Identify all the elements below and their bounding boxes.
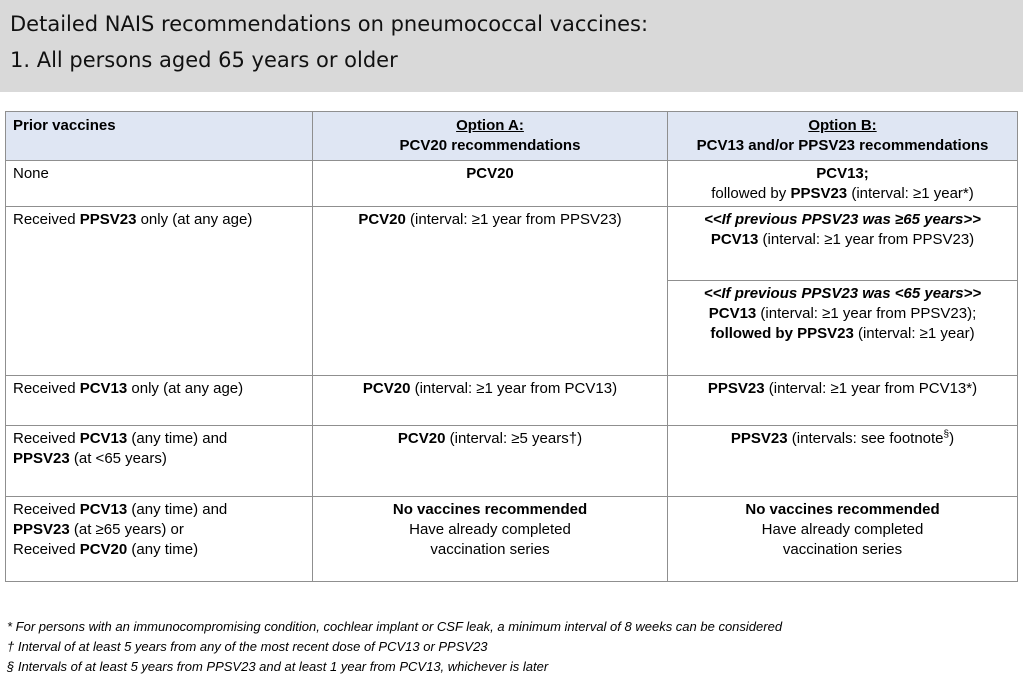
prior-text: (at <65 years)	[69, 450, 167, 467]
prior-text: Received	[13, 501, 80, 518]
option-a-vaccine: PCV20	[358, 211, 406, 228]
option-a-note: vaccination series	[430, 541, 550, 558]
option-b-cell	[668, 207, 1018, 281]
option-b-text: followed by	[711, 185, 791, 202]
table-row	[6, 497, 1018, 582]
header-option-a-subtitle: PCV20 recommendations	[399, 137, 581, 154]
option-a-vaccine: PCV20	[362, 380, 411, 397]
option-a-no-vaccines: No vaccines recommended	[392, 501, 588, 518]
table-row	[6, 376, 1018, 426]
option-a-note: Have already completed	[409, 521, 571, 538]
table-row	[6, 161, 1018, 207]
header-option-b-title: Option B:	[808, 117, 877, 134]
option-b-vaccine: PPSV23	[707, 380, 765, 397]
prior-text: (at ≥65 years) or	[69, 521, 184, 538]
page-title: Detailed NAIS recommendations on pneumococcal vaccines:	[10, 12, 649, 36]
option-b-condition: <<If previous PPSV23 was ≥65 years>>	[704, 211, 981, 228]
prior-vaccine: PPSV23	[79, 211, 137, 228]
footnote-marker: §	[943, 429, 950, 440]
option-b-vaccine: PCV13	[708, 305, 757, 322]
header-option-b-subtitle: PCV13 and/or PPSV23 recommendations	[696, 137, 989, 154]
option-b-followed-interval: (interval: ≥1 year)	[853, 325, 975, 342]
option-a-cell	[313, 426, 668, 497]
option-a-interval: (interval: ≥1 year from PPSV23)	[405, 211, 622, 228]
option-b-interval: (intervals: see footnote	[787, 430, 944, 447]
prior-cell	[6, 497, 313, 582]
prior-vaccine: PCV20	[79, 541, 128, 558]
header-option-a-title: Option A:	[456, 117, 524, 134]
option-b-interval: (interval: ≥1 year from PPSV23)	[758, 231, 975, 248]
prior-vaccine: PPSV23	[13, 521, 70, 538]
option-b-vaccine: PPSV23	[790, 185, 848, 202]
recommendations-table	[5, 111, 1018, 582]
prior-text: only (at any age)	[136, 211, 253, 228]
table-row	[6, 207, 1018, 281]
option-b-vaccine: PPSV23	[730, 430, 788, 447]
option-a-cell	[313, 161, 668, 207]
option-b-condition: <<If previous PPSV23 was <65 years>>	[703, 285, 982, 302]
prior-text: Received	[13, 211, 80, 228]
option-a-cell	[313, 376, 668, 426]
option-a-vaccine: PCV20	[397, 430, 446, 447]
option-b-close: )	[949, 430, 955, 447]
option-b-followed: followed by PPSV23	[710, 325, 854, 342]
option-a-cell	[313, 497, 668, 582]
prior-text: only (at any age)	[127, 380, 244, 397]
option-b-line1: PCV13;	[816, 165, 869, 182]
prior-cell	[6, 426, 313, 497]
prior-cell: None	[6, 161, 313, 207]
option-b-interval: (interval: ≥1 year*)	[847, 185, 974, 202]
footnote-section: § Intervals of at least 5 years from PPSV23 and at least 1 year from PCV13, whichever is later	[7, 659, 549, 674]
footnotes	[7, 617, 782, 677]
option-b-interval: (interval: ≥1 year from PCV13*)	[764, 380, 978, 397]
option-b-note: Have already completed	[761, 521, 924, 538]
option-a-interval: (interval: ≥1 year from PCV13)	[410, 380, 618, 397]
option-b-cell	[668, 426, 1018, 497]
option-b-interval: (interval: ≥1 year from PPSV23);	[756, 305, 977, 322]
prior-text: (any time) and	[127, 430, 228, 447]
prior-text: Received	[13, 380, 80, 397]
option-b-note: vaccination series	[782, 541, 903, 558]
option-a-cell	[313, 207, 668, 376]
prior-cell	[6, 207, 313, 376]
header-option-a	[313, 112, 668, 161]
option-b-no-vaccines: No vaccines recommended	[745, 501, 940, 518]
prior-vaccine: PCV13	[79, 380, 128, 397]
table-row	[6, 426, 1018, 497]
page-subtitle: 1. All persons aged 65 years or older	[10, 48, 398, 72]
prior-vaccine: PCV13	[79, 430, 128, 447]
option-b-cell	[668, 281, 1018, 376]
prior-vaccine: PPSV23	[13, 450, 70, 467]
table-header-row	[6, 112, 1018, 161]
footnote-asterisk: * For persons with an immunocompromising condition, cochlear implant or CSF leak, a minimum interval of 8 weeks can be considered	[7, 619, 783, 634]
prior-text: Received	[13, 430, 80, 447]
option-b-cell	[668, 161, 1018, 207]
prior-text: (any time) and	[127, 501, 228, 518]
header-option-b	[668, 112, 1018, 161]
prior-text: (any time)	[127, 541, 199, 558]
header-prior-vaccines: Prior vaccines	[6, 112, 313, 161]
prior-cell	[6, 376, 313, 426]
option-a-vaccine: PCV20	[466, 165, 514, 182]
prior-text: Received	[13, 541, 80, 558]
prior-vaccine: PCV13	[79, 501, 128, 518]
option-b-cell	[668, 497, 1018, 582]
option-a-interval: (interval: ≥5 years†)	[445, 430, 583, 447]
title-banner	[0, 0, 1023, 92]
option-b-vaccine: PCV13	[710, 231, 759, 248]
option-b-cell	[668, 376, 1018, 426]
footnote-dagger: † Interval of at least 5 years from any of the most recent dose of PCV13 or PPSV23	[7, 639, 488, 654]
